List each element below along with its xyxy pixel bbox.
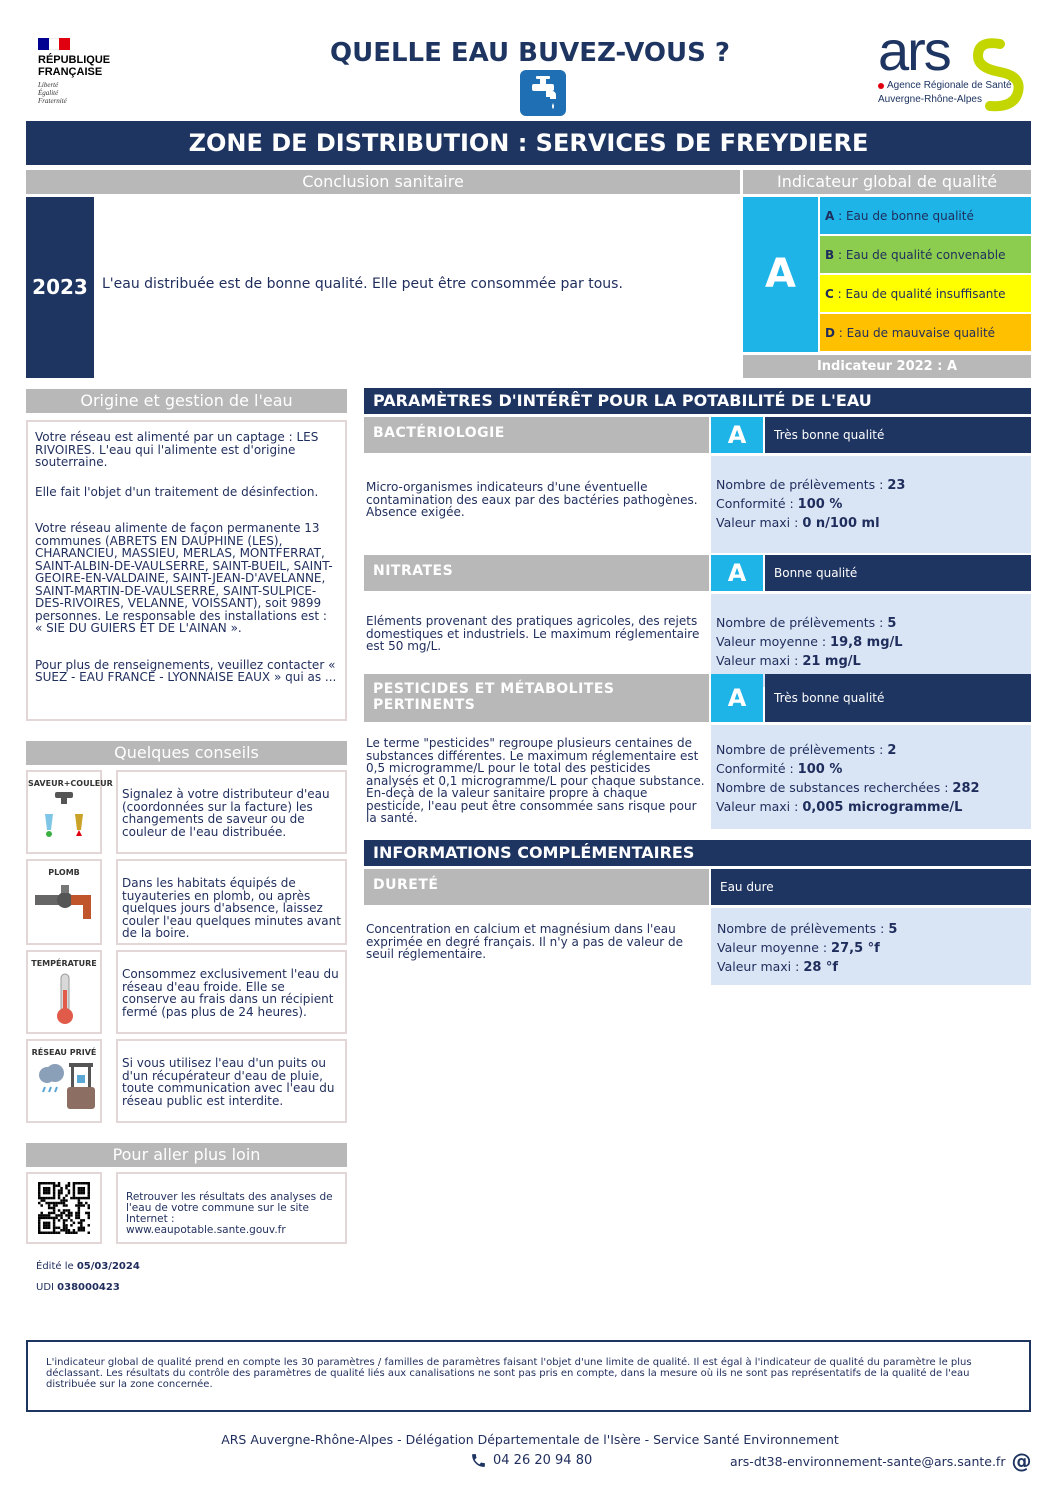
advice-text: Consommez exclusivement l'eau du réseau d'eau froide. Elle se conserve au frais dans un récipient fermé (pas plus de 24 heures). bbox=[116, 950, 347, 1034]
stat-value: 0,005 microgramme/L bbox=[802, 800, 963, 815]
stat-label: Valeur moyenne : bbox=[716, 634, 831, 649]
ars-line2: Auvergne-Rhône-Alpes bbox=[878, 94, 982, 105]
advice-header: Quelques conseils bbox=[26, 741, 347, 765]
phone-icon bbox=[470, 1452, 487, 1469]
conclusion-header: Conclusion sanitaire bbox=[26, 170, 740, 194]
udi-line bbox=[36, 1282, 120, 1293]
thermometer-icon bbox=[28, 968, 100, 1032]
stat-value: 2 bbox=[887, 743, 897, 758]
page-title: QUELLE EAU BUVEZ-VOUS ? bbox=[329, 38, 731, 68]
stat-line bbox=[716, 476, 1026, 495]
motto-2: Égalité bbox=[38, 89, 59, 97]
advice-label: TEMPÉRATURE bbox=[31, 959, 97, 968]
legend-text: : Eau de qualité insuffisante bbox=[833, 286, 1006, 301]
advice-item bbox=[26, 770, 347, 856]
legend-letter: B bbox=[825, 247, 835, 262]
stat-label: Nombre de prélèvements : bbox=[716, 477, 888, 492]
global-grade: A bbox=[743, 197, 818, 352]
stat-line bbox=[716, 741, 1026, 760]
udi-value: 038000423 bbox=[57, 1282, 120, 1293]
footer-email[interactable] bbox=[730, 1449, 1032, 1473]
further-header: Pour aller plus loin bbox=[26, 1143, 347, 1167]
tap-icon bbox=[520, 70, 566, 116]
origin-p3: Votre réseau alimente de façon permanente 13 communes (ABRETS EN DAUPHINE (LES), CHARANCIEU, MASSIEU, MERLAS, MONTFERRAT, SAINT-ALBIN-DE-VAULSERRE, SAINT-BUEIL, SAINT-GEOIRE-EN-VALDAINE, SAINT-JEAN-D'AVELANNE, SAINT-MARTIN-DE-VAULSERRE, SAINT-SULPICE-DES-RIVOIRES, VELANNE, VOISSANT), soit 9899 personnes. Le responsable des installations est : « SIE DU GUIERS ET DE L'AINAN ». bbox=[35, 521, 333, 635]
param-name: BACTÉRIOLOGIE bbox=[364, 417, 709, 453]
stat-line bbox=[716, 495, 1026, 514]
legend-text: : Eau de mauvaise qualité bbox=[834, 325, 996, 340]
advice-icon-box bbox=[26, 859, 102, 945]
legend-letter: D bbox=[825, 325, 835, 340]
ars-line1: Agence Régionale de Santé bbox=[887, 80, 1012, 91]
flag-icon bbox=[38, 38, 70, 50]
stat-label: Nombre de prélèvements : bbox=[716, 742, 888, 757]
advice-text: Si vous utilisez l'eau d'un puits ou d'un récupérateur d'eau de pluie, toute communication avec l'eau du réseau public est interdite. bbox=[116, 1039, 347, 1123]
republique-logo bbox=[38, 38, 128, 108]
motto-3: Fraternité bbox=[38, 97, 67, 105]
advice-item bbox=[26, 1039, 347, 1125]
stat-value: 21 mg/L bbox=[802, 654, 861, 669]
stat-value: 282 bbox=[952, 781, 980, 796]
legend-item-a bbox=[820, 197, 1031, 234]
stat-value: 28 °f bbox=[803, 960, 839, 975]
footer-phone bbox=[470, 1452, 592, 1469]
legend-text: : Eau de qualité convenable bbox=[834, 247, 1006, 262]
indicator-header: Indicateur global de qualité bbox=[743, 170, 1031, 194]
ars-dot-icon bbox=[878, 83, 884, 89]
stat-value: 0 n/100 ml bbox=[802, 516, 880, 531]
stat-label: Valeur maxi : bbox=[716, 799, 803, 814]
stat-line bbox=[716, 652, 1026, 671]
advice-text: Signalez à votre distributeur d'eau (coordonnées sur la facture) les changements de saveur ou de couleur de l'eau distribuée. bbox=[116, 770, 347, 854]
edition-line bbox=[36, 1261, 140, 1272]
stat-label: Nombre de prélèvements : bbox=[717, 921, 889, 936]
param-desc: Eléments provenant des pratiques agricoles, des rejets domestiques et industriels. Le maximum réglementaire est 50 mg/L. bbox=[366, 614, 700, 653]
advice-text: Dans les habitats équipés de tuyauteries en plomb, ou après quelques jours d'absence, laissez couler l'eau quelques minutes avant de la boire. bbox=[116, 859, 347, 945]
advice-icon-box bbox=[26, 770, 113, 854]
legend-item-c bbox=[820, 275, 1031, 312]
stat-value: 5 bbox=[887, 616, 897, 631]
param-stats bbox=[711, 725, 1031, 829]
hardness-quality: Eau dure bbox=[711, 869, 1031, 905]
param-quality: Très bonne qualité bbox=[765, 417, 1031, 453]
stat-label: Conformité : bbox=[716, 761, 798, 776]
advice-label: SAVEUR+COULEUR bbox=[28, 779, 113, 788]
ars-logo bbox=[872, 19, 1037, 119]
stat-line bbox=[716, 514, 1026, 533]
stat-line bbox=[716, 614, 1026, 633]
param-desc: Micro-organismes indicateurs d'une éventuelle contamination des eaux par des bactéries pathogènes. Absence exigée. bbox=[366, 480, 698, 519]
hardness-stats bbox=[711, 908, 1031, 985]
stat-value: 5 bbox=[888, 922, 898, 937]
email-address[interactable]: ars-dt38-environnement-sante@ars.sante.fr bbox=[730, 1453, 1006, 1469]
edited-date: 05/03/2024 bbox=[76, 1261, 140, 1272]
republique-line1: RÉPUBLIQUE bbox=[38, 54, 111, 66]
stat-value: 27,5 °f bbox=[831, 941, 880, 956]
stat-label: Valeur moyenne : bbox=[717, 940, 832, 955]
note-box bbox=[26, 1340, 1031, 1412]
stat-value: 100 % bbox=[797, 762, 843, 777]
advice-icon-box bbox=[26, 950, 102, 1034]
edited-label: Édité le bbox=[36, 1261, 77, 1272]
stat-value: 19,8 mg/L bbox=[830, 635, 903, 650]
param-desc: Le terme "pesticides" regroupe plusieurs centaines de substances différentes. Le maximum réglementaire est 0,5 microgramme/L pour le total des pesticides analysés et 0,1 microgramme/L pour chaque substance. En-deçà de la valeur sanitaire propre à chaque pesticide, l'eau peut être consommée sans risque pour la santé. bbox=[366, 736, 705, 825]
hardness-desc: Concentration en calcium et magnésium dans l'eau exprimée en degré français. Il n'y a pas de valeur de seuil réglementaire. bbox=[366, 922, 684, 961]
grade-legend bbox=[820, 197, 1031, 353]
conclusion-text: L'eau distribuée est de bonne qualité. Elle peut être consommée par tous. bbox=[102, 276, 623, 292]
conclusion-year: 2023 bbox=[26, 197, 94, 378]
zone-title: ZONE DE DISTRIBUTION : SERVICES DE FREYDIERE bbox=[26, 121, 1031, 165]
qr-code-icon bbox=[38, 1182, 90, 1234]
stat-label: Valeur maxi : bbox=[716, 515, 803, 530]
stat-value: 100 % bbox=[797, 497, 843, 512]
stat-line bbox=[717, 920, 1025, 939]
motto-1: Liberté bbox=[38, 81, 59, 89]
at-icon: @ bbox=[1011, 1449, 1032, 1473]
qr-code-box bbox=[26, 1172, 102, 1244]
param-grade: A bbox=[711, 417, 763, 453]
further-text: Retrouver les résultats des analyses de l'eau de votre commune sur le site Internet : www.eaupotable.sante.gouv.fr bbox=[116, 1172, 347, 1244]
origin-p2: Elle fait l'objet d'un traitement de désinfection. bbox=[35, 484, 319, 499]
stat-label: Nombre de prélèvements : bbox=[716, 615, 888, 630]
stat-line bbox=[716, 798, 1026, 817]
stat-line bbox=[717, 939, 1025, 958]
param-quality: Très bonne qualité bbox=[765, 674, 1031, 722]
param-grade: A bbox=[711, 555, 763, 591]
previous-indicator: Indicateur 2022 : A bbox=[743, 355, 1031, 378]
origin-header: Origine et gestion de l'eau bbox=[26, 389, 347, 413]
complementary-header: INFORMATIONS COMPLÉMENTAIRES bbox=[364, 840, 1031, 866]
origin-p1: Votre réseau est alimenté par un captage : LES RIVOIRES. L'eau qui l'alimente est d'origine souterraine. bbox=[35, 430, 319, 469]
param-quality: Bonne qualité bbox=[765, 555, 1031, 591]
taste-color-icon bbox=[28, 788, 100, 842]
hardness-name: DURETÉ bbox=[364, 869, 709, 905]
param-name: PESTICIDES ET MÉTABOLITES PERTINENTS bbox=[364, 674, 709, 722]
legend-item-b bbox=[820, 236, 1031, 273]
footer-line: ARS Auvergne-Rhône-Alpes - Délégation Départementale de l'Isère - Service Santé Environnement bbox=[221, 1432, 839, 1447]
origin-box bbox=[26, 420, 347, 721]
advice-icon-box bbox=[26, 1039, 102, 1123]
advice-label: RÉSEAU PRIVÉ bbox=[31, 1048, 97, 1057]
origin-p4: Pour plus de renseignements, veuillez contacter « SUEZ - EAU FRANCE - LYONNAISE EAUX » qui as ... bbox=[35, 657, 337, 684]
lead-pipe-icon bbox=[28, 877, 100, 931]
republique-line2: FRANÇAISE bbox=[38, 66, 103, 78]
param-grade: A bbox=[711, 674, 763, 722]
advice-item bbox=[26, 859, 347, 947]
stat-label: Conformité : bbox=[716, 496, 798, 511]
legend-text: : Eau de bonne qualité bbox=[834, 208, 974, 223]
stat-label: Valeur maxi : bbox=[716, 653, 803, 668]
stat-line bbox=[716, 633, 1026, 652]
note-text: L'indicateur global de qualité prend en compte les 30 paramètres / familles de paramètres faisant l'objet d'une limite de qualité. Il est égal à l'indicateur de qualité du paramètre le plus déclassant. Les résultats du contrôle des paramètres de qualité liés aux canalisations ne sont pas pris en compte, dans la mesure où ils ne sont pas représentatifs de la qualité de l'eau distribuée sur la zone concernée. bbox=[46, 1357, 972, 1390]
param-name: NITRATES bbox=[364, 555, 709, 591]
stat-label: Nombre de substances recherchées : bbox=[716, 780, 953, 795]
well-icon bbox=[28, 1057, 100, 1121]
param-stats bbox=[711, 456, 1031, 553]
stat-line bbox=[717, 958, 1025, 977]
phone-number: 04 26 20 94 80 bbox=[493, 1453, 593, 1468]
params-header: PARAMÈTRES D'INTÉRÊT POUR LA POTABILITÉ DE L'EAU bbox=[364, 388, 1031, 414]
legend-letter: A bbox=[825, 208, 835, 223]
stat-label: Valeur maxi : bbox=[717, 959, 804, 974]
legend-item-d bbox=[820, 314, 1031, 351]
stat-line bbox=[716, 779, 1026, 798]
udi-label: UDI bbox=[36, 1282, 58, 1293]
stat-line bbox=[716, 760, 1026, 779]
ars-logo-text: ars bbox=[878, 19, 950, 82]
advice-label: PLOMB bbox=[48, 868, 80, 877]
advice-item bbox=[26, 950, 347, 1036]
legend-letter: C bbox=[825, 286, 834, 301]
stat-value: 23 bbox=[887, 478, 906, 493]
